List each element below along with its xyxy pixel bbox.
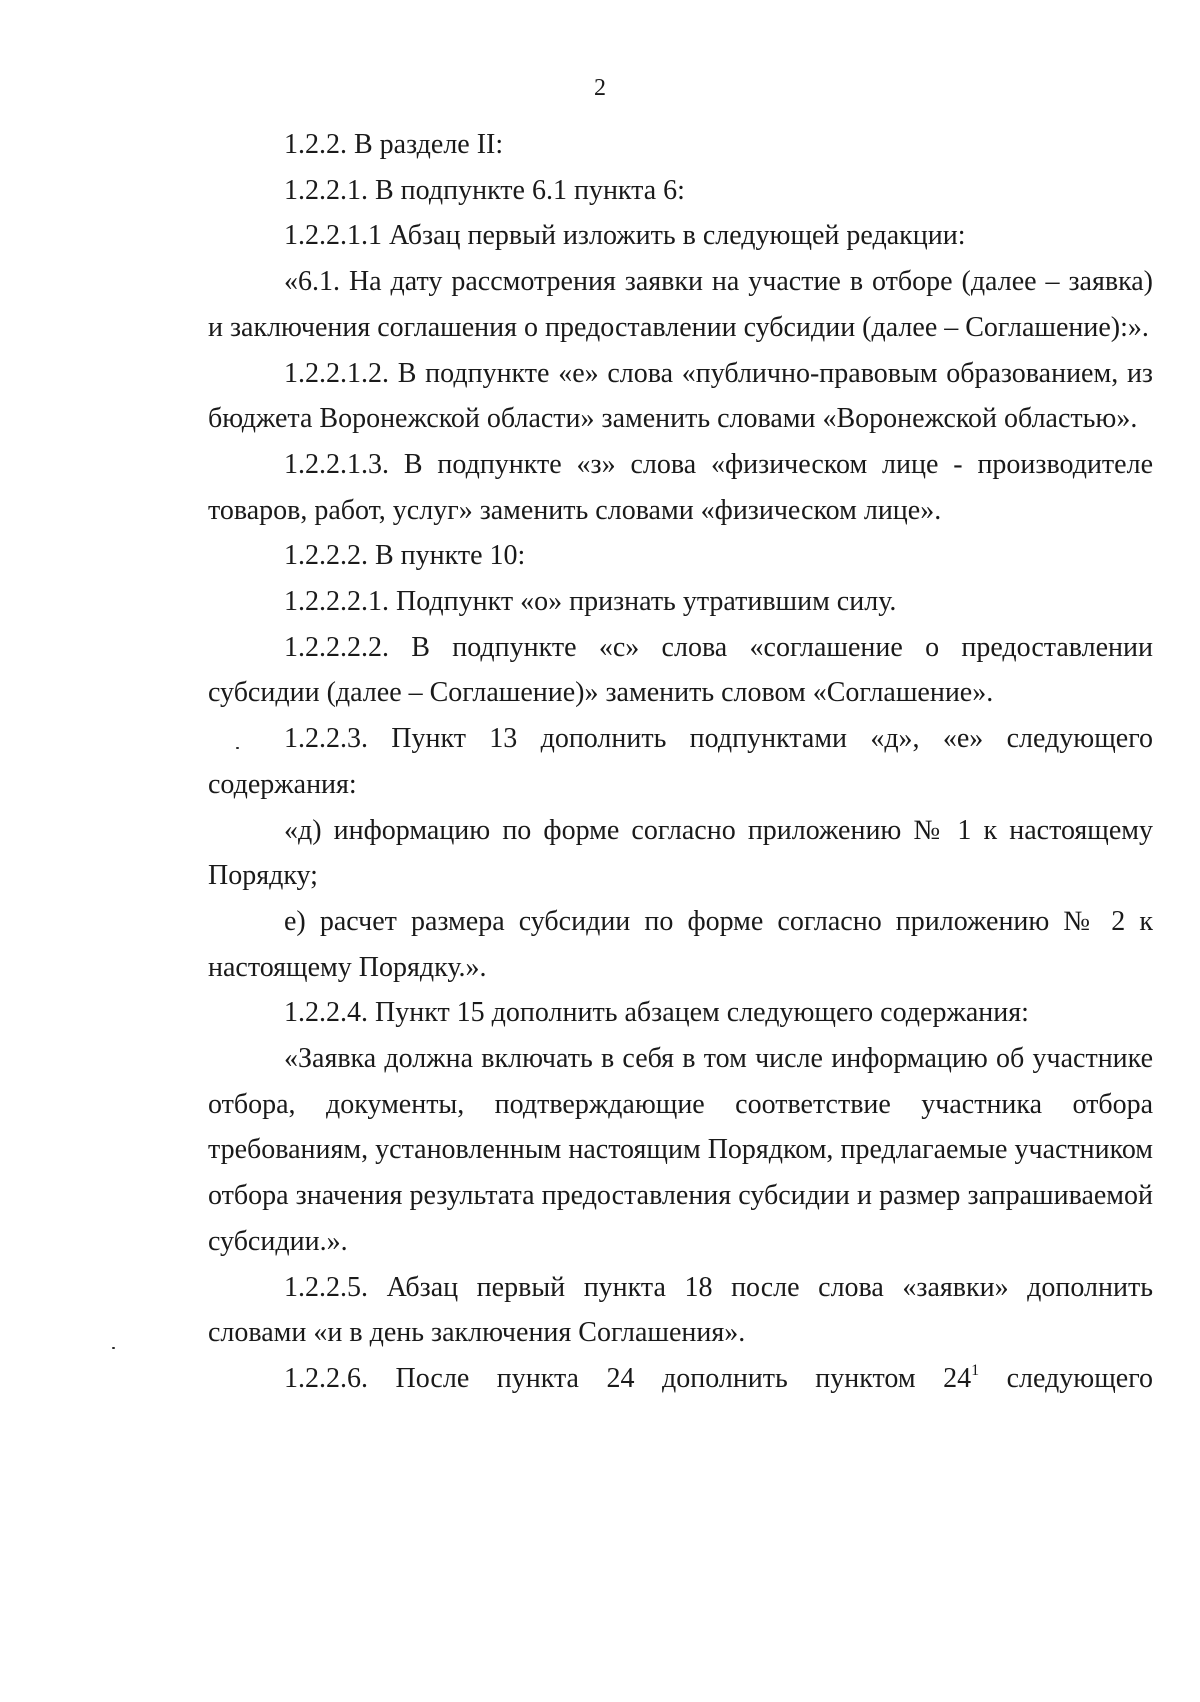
- paragraph: «6.1. На дату рассмотрения заявки на участие в отборе (далее – заявка) и заключения соглашения о предоставлении субсидии (далее – Соглашение):».: [208, 266, 1153, 343]
- paragraph: 1.2.2.1.2. В подпункте «е» слова «публично-правовым образованием, из бюджета Воронежской области» заменить словами «Воронежской областью».: [208, 357, 1153, 435]
- paragraph: 1.2.2.2.1. Подпункт «о» признать утратившим силу.: [284, 586, 897, 618]
- paragraph: 1.2.2. В разделе II:: [284, 129, 504, 160]
- paragraph: 1.2.2.4. Пункт 15 дополнить абзацем следующего содержания:: [284, 997, 1029, 1029]
- paragraph: «д) информацию по форме согласно приложению № 1 к настоящему Порядку;: [208, 814, 1153, 892]
- scan-speck: [112, 1347, 115, 1349]
- paragraph: 1.2.2.2. В пункте 10:: [284, 540, 526, 572]
- paragraph: «Заявка должна включать в себя в том числе информацию об участнике отбора, документы, подтверждающие соответствие участника отбора требованиям, установленным настоящим Порядком, предлагаемые участником отбора значения результата предоставления субсидии и размер запрашиваемой субсидии.».: [208, 1043, 1153, 1257]
- paragraph: 1.2.2.3. Пункт 13 дополнить подпунктами «д», «е» следующего содержания:: [208, 723, 1153, 800]
- paragraph: е) расчет размера субсидии по форме согласно приложению № 2 к настоящему Порядку.».: [208, 905, 1153, 983]
- paragraph-last: [208, 1356, 1153, 1402]
- paragraph: 1.2.2.2.2. В подпункте «с» слова «соглашение о предоставлении субсидии (далее – Соглашение)» заменить словом «Соглашение».: [208, 631, 1153, 709]
- document-body: [208, 122, 1153, 1402]
- paragraph-last-text: 1.2.2.6. После пункта 24 дополнить пунктом 24: [284, 1362, 972, 1394]
- page-number: 2: [594, 75, 606, 101]
- superscript: 1: [971, 1361, 980, 1379]
- paragraph: 1.2.2.1. В подпункте 6.1 пункта 6:: [284, 174, 685, 206]
- paragraph: 1.2.2.1.3. В подпункте «з» слова «физическом лице - производителе товаров, работ, услуг» заменить словами «физическом лице».: [208, 448, 1153, 526]
- scan-speck: [236, 747, 239, 749]
- paragraph: 1.2.2.1.1 Абзац первый изложить в следующей редакции:: [284, 220, 966, 252]
- paragraph: 1.2.2.5. Абзац первый пункта 18 после слова «заявки» дополнить словами «и в день заключения Соглашения».: [208, 1271, 1153, 1349]
- paragraph-last-tail: следующего: [979, 1362, 1153, 1394]
